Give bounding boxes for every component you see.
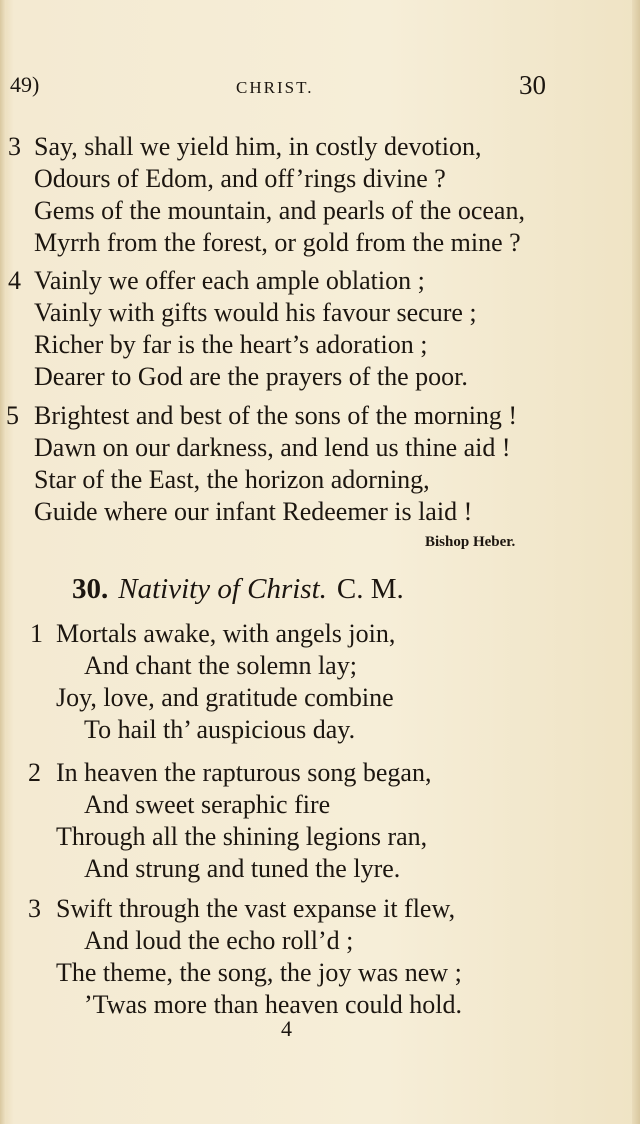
- verse-line: Joy, love, and gratitude combine: [56, 683, 394, 712]
- verse-line: Vainly with gifts would his favour secure ;: [34, 298, 477, 327]
- verse-line: And sweet seraphic fire: [84, 790, 331, 819]
- verse-number: 2: [28, 758, 41, 787]
- verse-line: Odours of Edom, and off’rings divine ?: [34, 164, 446, 193]
- verse-number: 3: [8, 132, 21, 161]
- page-right-edge: [632, 0, 640, 1124]
- hymn-heading: [72, 573, 404, 606]
- verse-line: Mortals awake, with angels join,: [56, 619, 396, 648]
- verse-line: Myrrh from the forest, or gold from the mine ?: [34, 228, 521, 257]
- verse-number: 4: [8, 266, 21, 295]
- verse-line: To hail th’ auspicious day.: [84, 715, 356, 744]
- verse-line: Richer by far is the heart’s adoration ;: [34, 330, 428, 359]
- page-left-edge: [0, 0, 6, 1124]
- verse-line: Brightest and best of the sons of the morning !: [34, 401, 518, 430]
- hymn-attribution: Bishop Heber.: [425, 534, 516, 550]
- verse-line: Say, shall we yield him, in costly devotion,: [34, 132, 482, 161]
- header-hymn-range: 49): [10, 72, 40, 97]
- verse-line: And chant the solemn lay;: [84, 651, 357, 680]
- hymn-number: 30.: [72, 573, 109, 605]
- signature-mark: 4: [281, 1016, 292, 1041]
- page-number: 30: [519, 70, 546, 100]
- verse-line: Star of the East, the horizon adorning,: [34, 465, 430, 494]
- verse-number: 1: [30, 619, 43, 648]
- verse-line: And strung and tuned the lyre.: [84, 854, 401, 883]
- verse-line: In heaven the rapturous song began,: [56, 758, 432, 787]
- verse-line: Dearer to God are the prayers of the poor.: [34, 362, 468, 391]
- verse-line: And loud the echo roll’d ;: [84, 926, 354, 955]
- verse-line: Gems of the mountain, and pearls of the ocean,: [34, 196, 525, 225]
- verse-line: Swift through the vast expanse it flew,: [56, 894, 456, 923]
- verse-number: 3: [28, 894, 41, 923]
- verse-line: Dawn on our darkness, and lend us thine aid !: [34, 433, 511, 462]
- verse-line: Vainly we offer each ample oblation ;: [34, 266, 425, 295]
- verse-line: ’Twas more than heaven could hold.: [84, 990, 462, 1019]
- hymn-meter: C. M.: [336, 573, 404, 605]
- verse-line: Guide where our infant Redeemer is laid !: [34, 497, 473, 526]
- verse-number: 5: [6, 401, 19, 430]
- header-title: CHRIST.: [236, 78, 314, 97]
- hymn-title: Nativity of Christ.: [118, 573, 327, 605]
- verse-line: The theme, the song, the joy was new ;: [56, 958, 462, 987]
- verse-line: Through all the shining legions ran,: [56, 822, 428, 851]
